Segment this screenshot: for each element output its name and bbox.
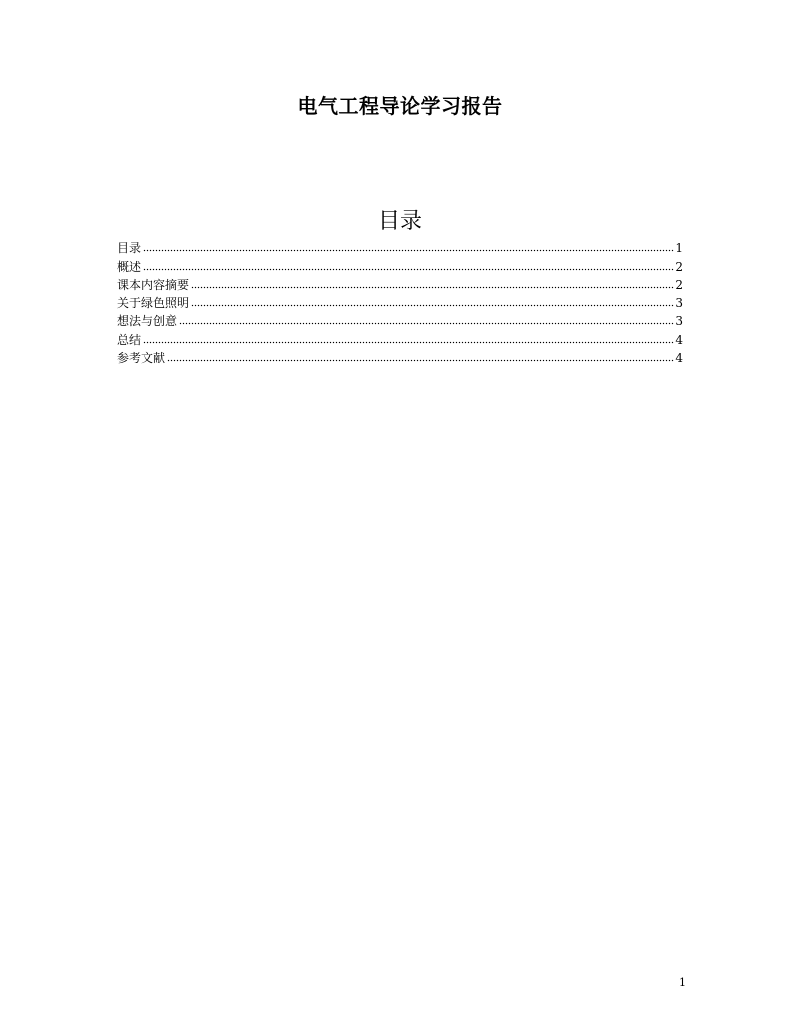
toc-dot-leader (143, 268, 674, 271)
toc-entry-page: 4 (675, 351, 683, 366)
toc-entry-page: 3 (675, 314, 683, 329)
document-title: 电气工程导论学习报告 (297, 94, 503, 118)
toc-entry-label: 想法与创意 (117, 314, 178, 329)
toc-entry-contents[interactable] (117, 237, 683, 255)
toc-entry-green-lighting[interactable] (117, 292, 683, 310)
toc-dot-leader (191, 286, 674, 289)
toc-dot-leader (167, 359, 674, 362)
toc-dot-leader (143, 249, 674, 252)
toc-entry-page: 4 (675, 332, 683, 347)
toc-entry-label: 参考文献 (117, 351, 166, 366)
toc-dot-leader (143, 341, 674, 344)
toc-entry-ideas[interactable] (117, 310, 683, 328)
toc-entry-label: 关于绿色照明 (117, 296, 190, 311)
toc-entry-label: 课本内容摘要 (117, 277, 190, 292)
toc-entry-label: 总结 (117, 332, 142, 347)
toc-entry-textbook-summary[interactable] (117, 274, 683, 292)
toc-entry-references[interactable] (117, 347, 683, 365)
toc-entry-label: 概述 (117, 259, 142, 274)
toc-entry-overview[interactable] (117, 255, 683, 273)
toc-entry-page: 3 (675, 296, 683, 311)
table-of-contents (117, 237, 683, 365)
toc-entry-conclusion[interactable] (117, 328, 683, 346)
toc-dot-leader (179, 322, 674, 325)
toc-entry-page: 1 (675, 241, 683, 256)
toc-heading: 目录 (377, 209, 422, 234)
page-number: 1 (679, 976, 686, 989)
toc-entry-page: 2 (675, 277, 683, 292)
toc-dot-leader (191, 304, 674, 307)
toc-entry-page: 2 (675, 259, 683, 274)
toc-entry-label: 目录 (117, 241, 142, 256)
